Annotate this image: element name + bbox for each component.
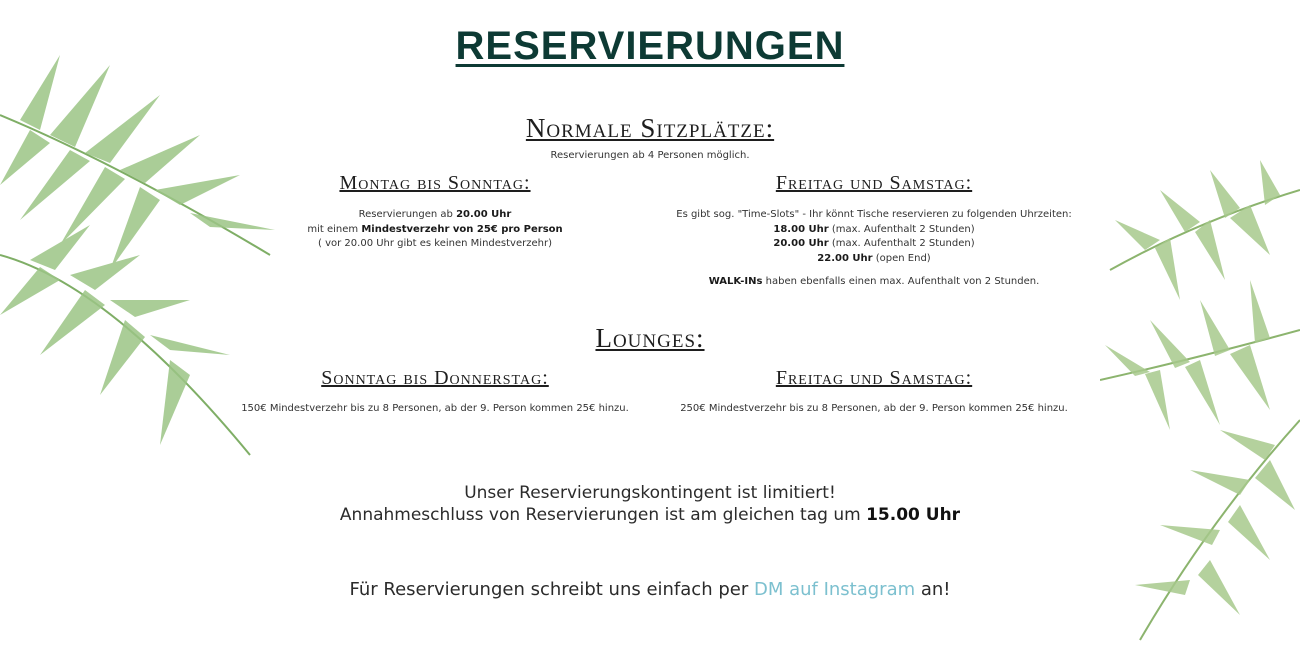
reservation-cta: Für Reservierungen schreibt uns einfach per DM auf Instagram an! [349,579,951,600]
mon-sun-heading: Montag bis Sonntag: [339,172,531,194]
walk-in-note: WALK-INs haben ebenfalls einen max. Aufenthalt von 2 Stunden. [708,276,1040,287]
fri-sat-heading: Freitag und Samstag: [775,172,973,194]
time-slot-2: 20.00 Uhr (max. Aufenthalt 2 Stunden) [773,238,975,249]
normal-seats-subtitle: Reservierungen ab 4 Personen möglich. [550,150,750,161]
lounge-fri-sat-heading: Freitag und Samstag: [775,367,973,389]
notice-line2: Annahmeschluss von Reservierungen ist am gleichen tag um 15.00 Uhr [339,505,961,525]
palm-leaf-right-icon [1100,160,1300,650]
notice-line1: Unser Reservierungskontingent ist limitiert! [464,483,836,503]
lounge-fri-sat-text: 250€ Mindestverzehr bis zu 8 Personen, ab der 9. Person kommen 25€ hinzu. [680,403,1068,414]
time-slot-1: 18.00 Uhr (max. Aufenthalt 2 Stunden) [773,223,975,235]
mon-sun-line1: Reservierungen ab 20.00 Uhr [358,209,512,220]
normal-seats-heading: Normale Sitzplätze: [525,113,775,143]
time-slots-intro: Es gibt sog. "Time-Slots" - Ihr könnt Tische reservieren zu folgenden Uhrzeiten: [676,209,1072,220]
reservation-notice [0,482,1300,526]
mon-sun-line2: mit einem Mindestverzehr von 25€ pro Person [307,223,563,235]
mon-sun-details [200,208,670,252]
instagram-dm-link[interactable]: DM auf Instagram [753,579,916,600]
time-slot-3: 22.00 Uhr (open End) [817,252,931,264]
page-title: RESERVIERUNGEN [455,24,845,68]
sun-thu-heading: Sonntag bis Donnerstag: [321,367,549,389]
lounges-heading: Lounges: [595,323,705,353]
fri-sat-details [640,208,1108,290]
sun-thu-text: 150€ Mindestverzehr bis zu 8 Personen, ab der 9. Person kommen 25€ hinzu. [241,403,629,414]
mon-sun-line3: ( vor 20.00 Uhr gibt es keinen Mindestverzehr) [318,238,552,249]
